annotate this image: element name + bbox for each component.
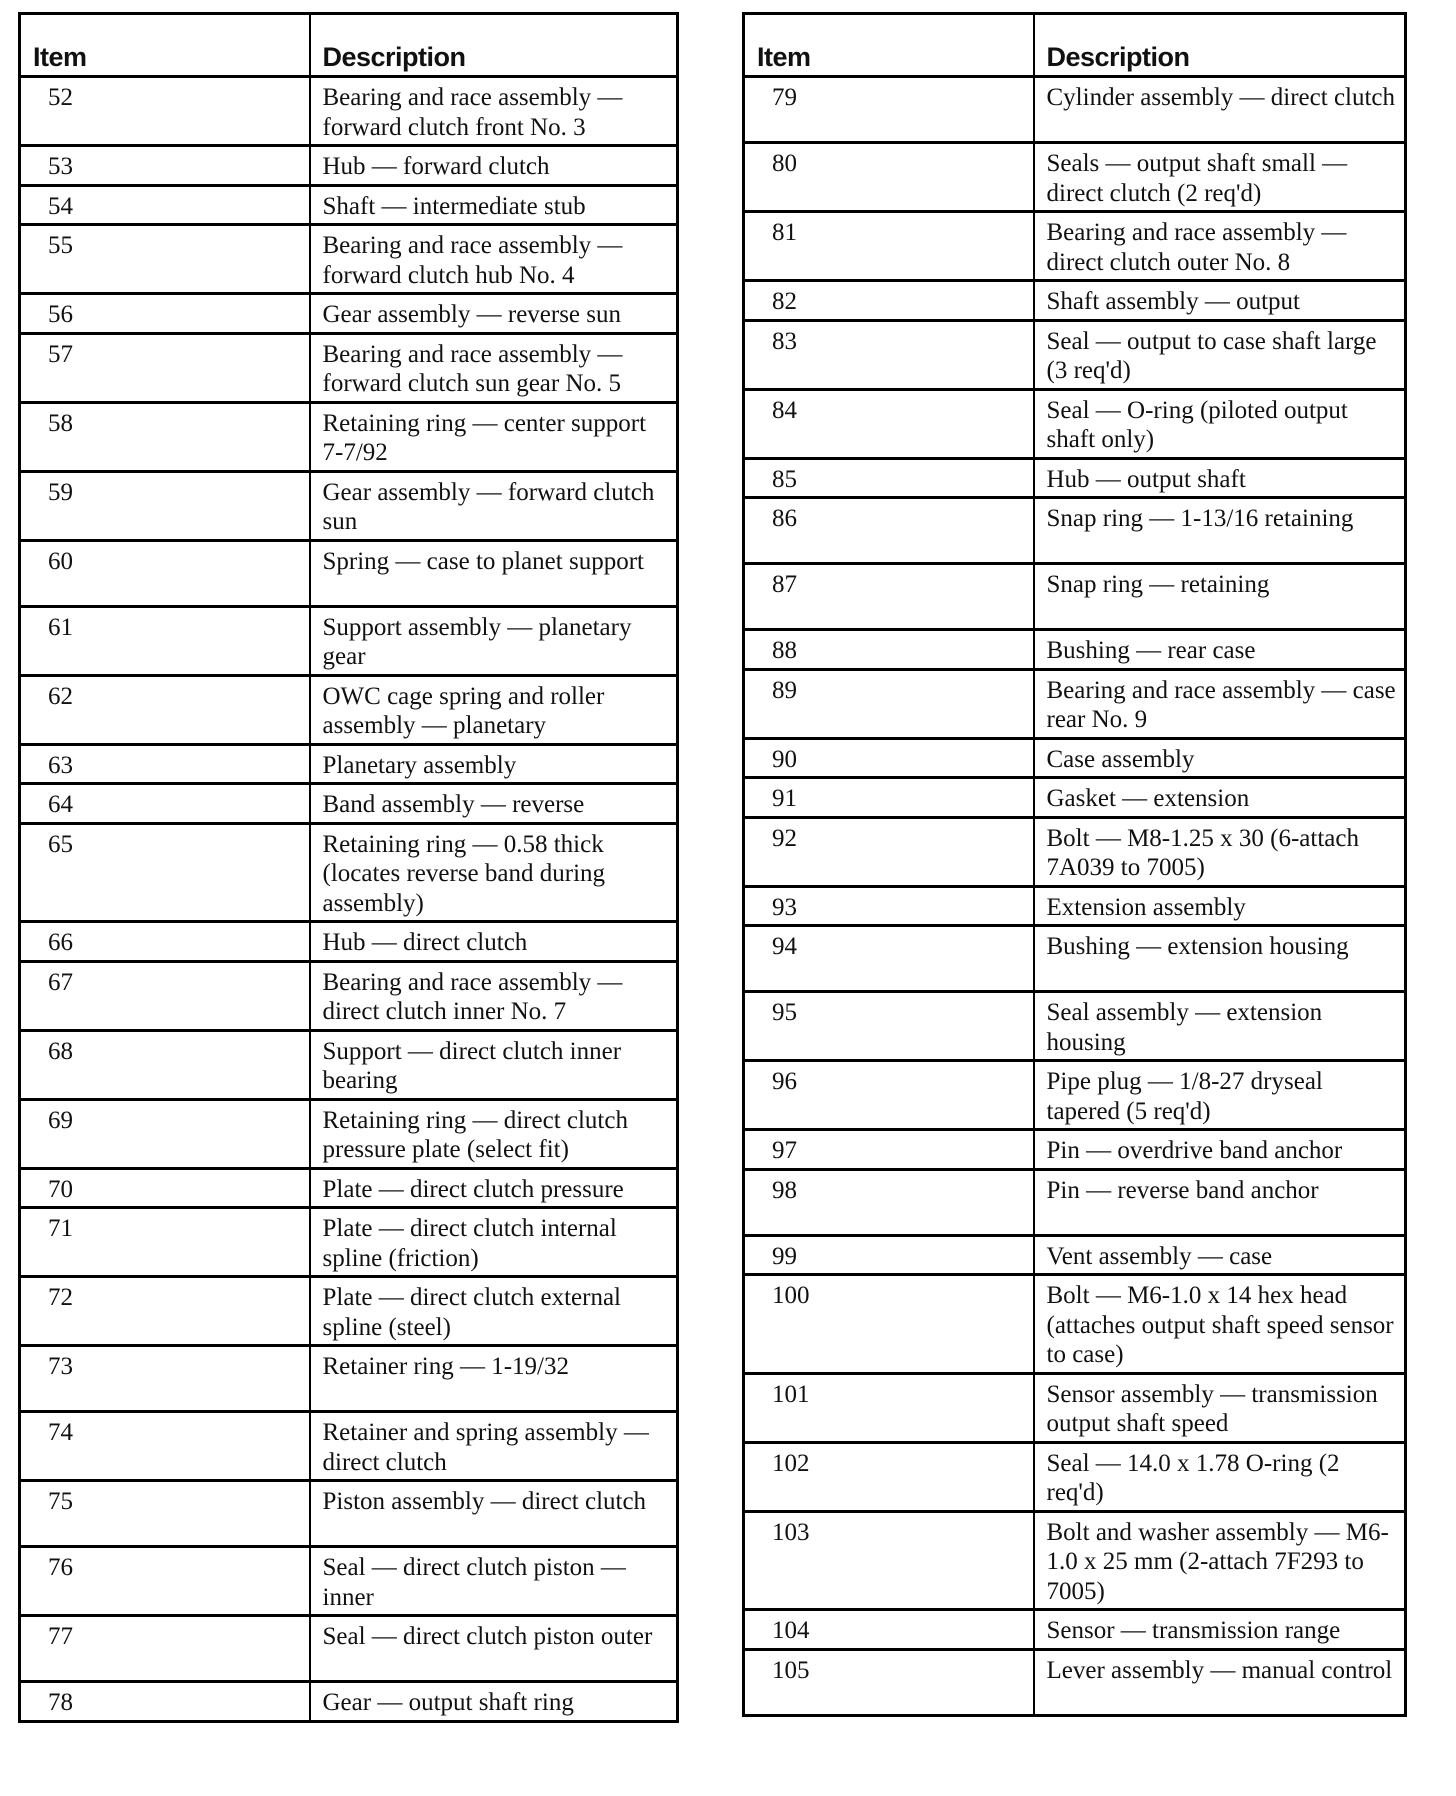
item-number: 74 — [20, 1412, 310, 1481]
table-row — [744, 630, 1406, 670]
item-number: 55 — [20, 225, 310, 294]
table-row — [20, 77, 678, 146]
table-row — [744, 778, 1406, 818]
item-description: Band assembly — reverse — [310, 784, 678, 824]
table-row — [744, 1442, 1406, 1511]
item-description: Pipe plug — 1/8-27 dryseal tapered (5 req'd) — [1034, 1061, 1406, 1130]
item-number: 92 — [744, 817, 1034, 886]
item-description: Bushing — extension housing — [1034, 926, 1406, 992]
table-row — [744, 1130, 1406, 1170]
item-number: 87 — [744, 564, 1034, 630]
item-number: 61 — [20, 606, 310, 675]
item-number: 95 — [744, 992, 1034, 1061]
item-description: Bearing and race assembly — forward clutch sun gear No. 5 — [310, 333, 678, 402]
table-row — [744, 1649, 1406, 1715]
item-description: Retaining ring — center support 7-7/92 — [310, 402, 678, 471]
table-row — [20, 1099, 678, 1168]
item-description: Snap ring — retaining — [1034, 564, 1406, 630]
item-description: Gear assembly — forward clutch sun — [310, 471, 678, 540]
item-description: Retainer ring — 1-19/32 — [310, 1346, 678, 1412]
item-number: 97 — [744, 1130, 1034, 1170]
parts-table-left-body — [20, 77, 678, 1722]
item-description: Bearing and race assembly — direct clutch inner No. 7 — [310, 961, 678, 1030]
parts-table-right — [742, 12, 1407, 1717]
table-row — [20, 961, 678, 1030]
item-number: 102 — [744, 1442, 1034, 1511]
item-number: 65 — [20, 823, 310, 922]
item-number: 84 — [744, 389, 1034, 458]
table-row — [20, 1412, 678, 1481]
item-number: 79 — [744, 77, 1034, 143]
table-row — [20, 225, 678, 294]
item-number: 67 — [20, 961, 310, 1030]
item-description: Vent assembly — case — [1034, 1235, 1406, 1275]
item-description: Pin — overdrive band anchor — [1034, 1130, 1406, 1170]
item-description: Bearing and race assembly — forward clutch hub No. 4 — [310, 225, 678, 294]
item-description: Pin — reverse band anchor — [1034, 1169, 1406, 1235]
item-number: 86 — [744, 498, 1034, 564]
item-description: Seal — O-ring (piloted output shaft only) — [1034, 389, 1406, 458]
item-number: 71 — [20, 1208, 310, 1277]
table-row — [20, 1208, 678, 1277]
item-description: Lever assembly — manual control — [1034, 1649, 1406, 1715]
item-number: 53 — [20, 146, 310, 186]
item-number: 83 — [744, 320, 1034, 389]
item-number: 69 — [20, 1099, 310, 1168]
table-row — [744, 1373, 1406, 1442]
table-row — [20, 922, 678, 962]
item-description: Retaining ring — 0.58 thick (locates reverse band during assembly) — [310, 823, 678, 922]
item-description: Gear — output shaft ring — [310, 1682, 678, 1722]
table-row — [20, 294, 678, 334]
table-row — [20, 744, 678, 784]
table-row — [744, 738, 1406, 778]
item-number: 73 — [20, 1346, 310, 1412]
item-description: Bolt and washer assembly — M6-1.0 x 25 mm (2-attach 7F293 to 7005) — [1034, 1511, 1406, 1610]
table-row — [744, 1235, 1406, 1275]
table-row — [744, 143, 1406, 212]
item-number: 82 — [744, 281, 1034, 321]
item-description: Shaft assembly — output — [1034, 281, 1406, 321]
item-description: Bushing — rear case — [1034, 630, 1406, 670]
item-description: Bearing and race assembly — forward clutch front No. 3 — [310, 77, 678, 146]
item-number: 60 — [20, 540, 310, 606]
item-description: Bolt — M8-1.25 x 30 (6-attach 7A039 to 7005) — [1034, 817, 1406, 886]
item-description: Bearing and race assembly — direct clutch outer No. 8 — [1034, 212, 1406, 281]
item-description: Seal — direct clutch piston — inner — [310, 1547, 678, 1616]
table-row — [744, 281, 1406, 321]
table-row — [20, 471, 678, 540]
item-description: Plate — direct clutch external spline (steel) — [310, 1277, 678, 1346]
table-row — [744, 458, 1406, 498]
item-number: 98 — [744, 1169, 1034, 1235]
table-row — [20, 1030, 678, 1099]
table-row — [744, 1511, 1406, 1610]
item-number: 90 — [744, 738, 1034, 778]
table-row — [744, 1275, 1406, 1374]
table-row — [20, 1616, 678, 1682]
item-description: Sensor assembly — transmission output shaft speed — [1034, 1373, 1406, 1442]
item-number: 100 — [744, 1275, 1034, 1374]
item-column-header: Item — [744, 14, 1034, 77]
item-number: 88 — [744, 630, 1034, 670]
item-number: 78 — [20, 1682, 310, 1722]
item-number: 75 — [20, 1481, 310, 1547]
item-number: 93 — [744, 886, 1034, 926]
item-description: Plate — direct clutch internal spline (friction) — [310, 1208, 678, 1277]
table-header-row — [744, 14, 1406, 77]
item-description: Spring — case to planet support — [310, 540, 678, 606]
item-description: Retainer and spring assembly — direct clutch — [310, 1412, 678, 1481]
item-description: Shaft — intermediate stub — [310, 185, 678, 225]
table-row — [20, 1277, 678, 1346]
item-number: 52 — [20, 77, 310, 146]
item-number: 94 — [744, 926, 1034, 992]
item-description: Seals — output shaft small — direct clutch (2 req'd) — [1034, 143, 1406, 212]
item-number: 64 — [20, 784, 310, 824]
description-column-header: Description — [310, 14, 678, 77]
table-row — [20, 1346, 678, 1412]
table-row — [20, 185, 678, 225]
item-description: Extension assembly — [1034, 886, 1406, 926]
item-number: 101 — [744, 1373, 1034, 1442]
item-number: 63 — [20, 744, 310, 784]
item-description: Sensor — transmission range — [1034, 1610, 1406, 1650]
item-description: Hub — forward clutch — [310, 146, 678, 186]
table-row — [744, 817, 1406, 886]
table-row — [744, 564, 1406, 630]
item-description: Seal — 14.0 x 1.78 O-ring (2 req'd) — [1034, 1442, 1406, 1511]
item-number: 80 — [744, 143, 1034, 212]
item-description: Support — direct clutch inner bearing — [310, 1030, 678, 1099]
table-row — [20, 402, 678, 471]
item-number: 68 — [20, 1030, 310, 1099]
table-row — [744, 498, 1406, 564]
description-column-header: Description — [1034, 14, 1406, 77]
item-number: 104 — [744, 1610, 1034, 1650]
table-header-row — [20, 14, 678, 77]
item-description: Bearing and race assembly — case rear No. 9 — [1034, 669, 1406, 738]
table-row — [744, 77, 1406, 143]
item-description: Gasket — extension — [1034, 778, 1406, 818]
table-row — [744, 886, 1406, 926]
table-row — [20, 1682, 678, 1722]
table-row — [20, 675, 678, 744]
item-number: 66 — [20, 922, 310, 962]
item-number: 85 — [744, 458, 1034, 498]
table-row — [744, 1169, 1406, 1235]
item-number: 77 — [20, 1616, 310, 1682]
table-row — [20, 823, 678, 922]
item-number: 89 — [744, 669, 1034, 738]
item-description: Seal assembly — extension housing — [1034, 992, 1406, 1061]
item-description: Cylinder assembly — direct clutch — [1034, 77, 1406, 143]
table-row — [744, 926, 1406, 992]
table-row — [20, 540, 678, 606]
item-description: Plate — direct clutch pressure — [310, 1168, 678, 1208]
table-row — [20, 606, 678, 675]
parts-table-left — [18, 12, 679, 1723]
table-row — [20, 1547, 678, 1616]
table-row — [20, 146, 678, 186]
item-number: 58 — [20, 402, 310, 471]
item-description: Hub — output shaft — [1034, 458, 1406, 498]
item-column-header: Item — [20, 14, 310, 77]
table-row — [744, 1061, 1406, 1130]
table-row — [744, 992, 1406, 1061]
item-description: Gear assembly — reverse sun — [310, 294, 678, 334]
item-number: 59 — [20, 471, 310, 540]
table-row — [20, 333, 678, 402]
table-row — [744, 669, 1406, 738]
parts-table-right-body — [744, 77, 1406, 1716]
item-number: 56 — [20, 294, 310, 334]
item-number: 70 — [20, 1168, 310, 1208]
item-description: Retaining ring — direct clutch pressure plate (select fit) — [310, 1099, 678, 1168]
item-description: Case assembly — [1034, 738, 1406, 778]
item-description: Planetary assembly — [310, 744, 678, 784]
item-number: 99 — [744, 1235, 1034, 1275]
item-number: 76 — [20, 1547, 310, 1616]
table-row — [744, 212, 1406, 281]
item-number: 105 — [744, 1649, 1034, 1715]
item-number: 91 — [744, 778, 1034, 818]
table-row — [20, 1168, 678, 1208]
table-row — [744, 1610, 1406, 1650]
item-number: 72 — [20, 1277, 310, 1346]
item-number: 103 — [744, 1511, 1034, 1610]
item-number: 96 — [744, 1061, 1034, 1130]
item-number: 54 — [20, 185, 310, 225]
item-number: 57 — [20, 333, 310, 402]
item-description: Support assembly — planetary gear — [310, 606, 678, 675]
item-description: Bolt — M6-1.0 x 14 hex head (attaches output shaft speed sensor to case) — [1034, 1275, 1406, 1374]
item-number: 62 — [20, 675, 310, 744]
item-description: Hub — direct clutch — [310, 922, 678, 962]
table-row — [744, 320, 1406, 389]
item-description: OWC cage spring and roller assembly — planetary — [310, 675, 678, 744]
table-row — [20, 1481, 678, 1547]
item-number: 81 — [744, 212, 1034, 281]
item-description: Snap ring — 1-13/16 retaining — [1034, 498, 1406, 564]
table-row — [20, 784, 678, 824]
item-description: Seal — direct clutch piston outer — [310, 1616, 678, 1682]
table-row — [744, 389, 1406, 458]
item-description: Seal — output to case shaft large (3 req'd) — [1034, 320, 1406, 389]
item-description: Piston assembly — direct clutch — [310, 1481, 678, 1547]
